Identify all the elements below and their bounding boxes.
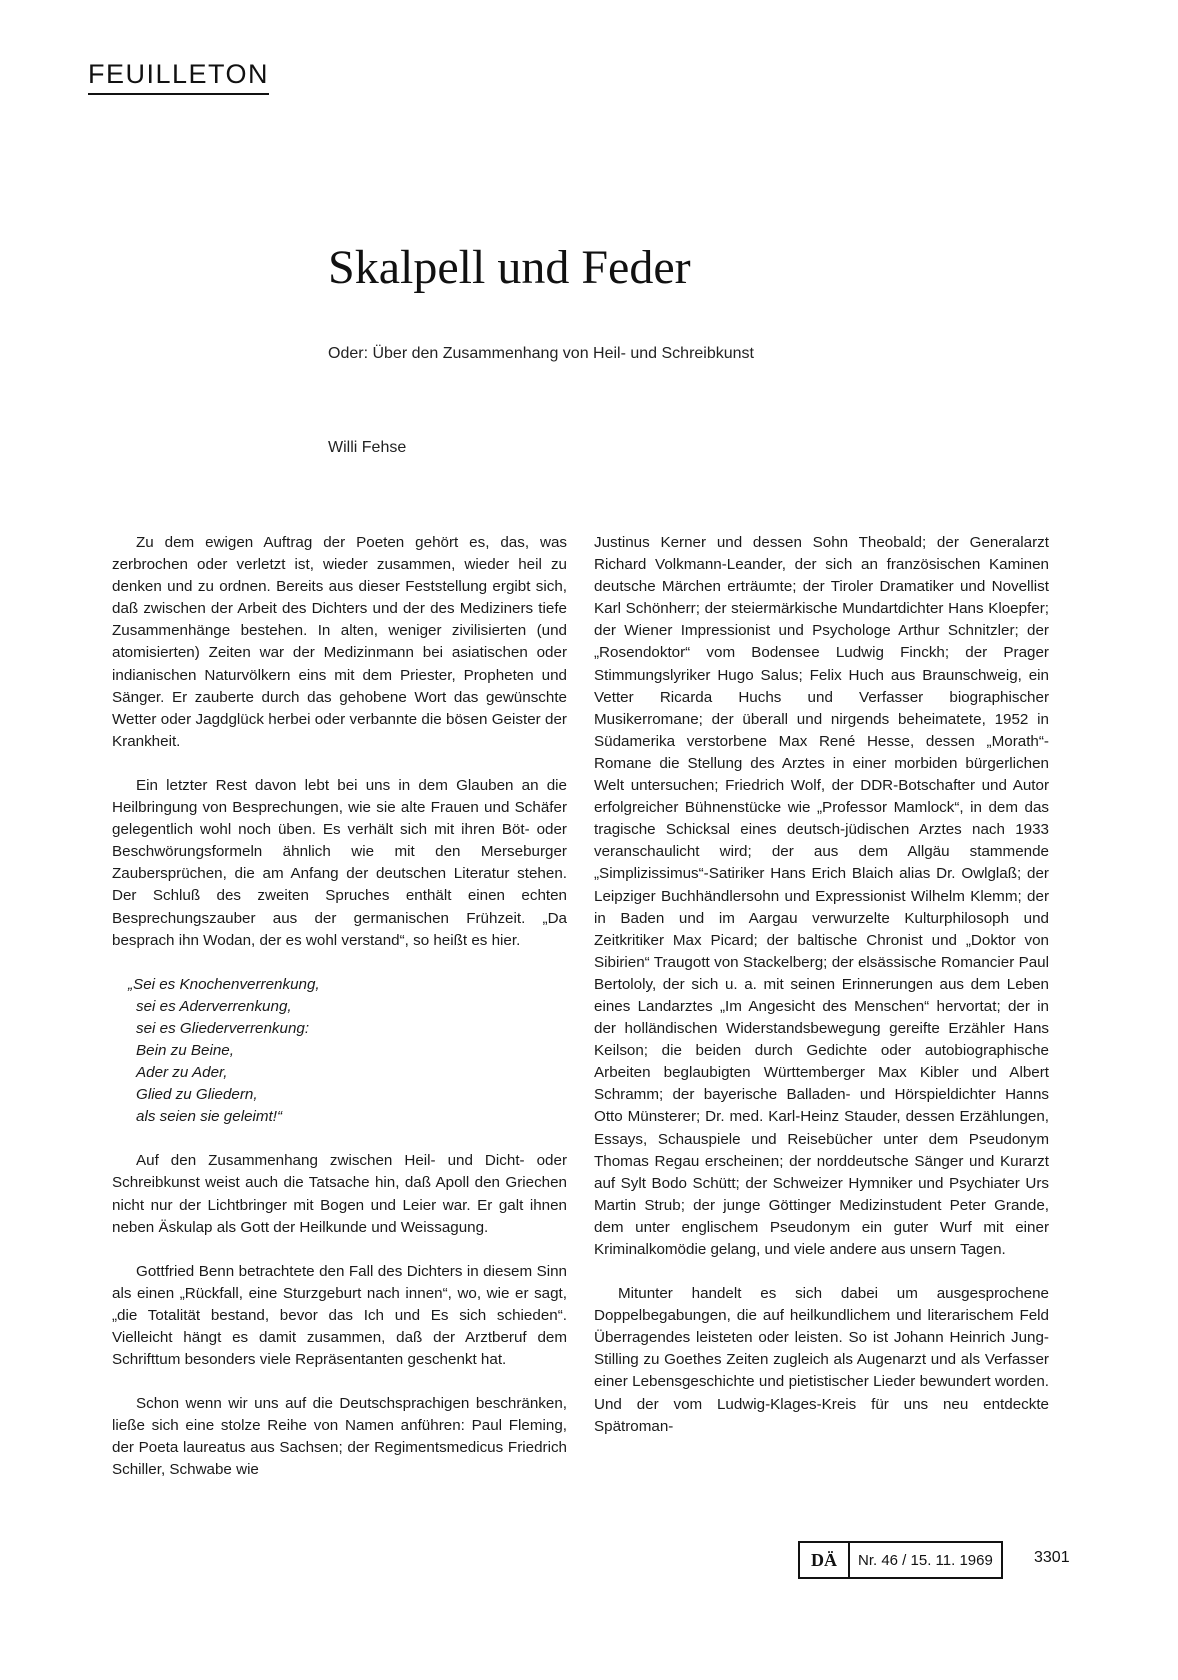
- left-column: [112, 532, 567, 1504]
- poem-quote: [112, 974, 567, 1129]
- journal-logo: DÄ: [800, 1543, 850, 1577]
- poem-line: sei es Aderverrenkung,: [136, 997, 292, 1015]
- poem-line: sei es Gliederverrenkung:: [136, 1019, 310, 1037]
- journal-issue-box: [798, 1541, 1003, 1579]
- right-column: [594, 532, 1049, 1460]
- poem-line: Ader zu Ader,: [136, 1064, 228, 1082]
- poem-line: Bein zu Beine,: [136, 1041, 234, 1059]
- poem-line: „Sei es Knochenverrenkung,: [128, 975, 320, 993]
- paragraph: Gottfried Benn betrachtete den Fall des Dichters in diesem Sinn als einen „Rückfall, eine Sturzgeburt nach innen“, wo, wie er sagt, „die Totalität bestand, bevor das Ich und Es sich schieden“. Vielleicht hängt es damit zusammen, daß der Arztberuf dem Schrifttum besonders viele Repräsentanten geschenkt hat.: [112, 1262, 567, 1369]
- paragraph: Auf den Zusammenhang zwischen Heil- und Dicht- oder Schreibkunst weist auch die Tatsache hin, daß Apoll den Griechen nicht nur der Lichtbringer mit Bogen und Leier war. Er galt ihnen neben Äskulap als Gott der Heilkunde und Weissagung.: [112, 1152, 567, 1236]
- article-title: Skalpell und Feder: [328, 241, 691, 294]
- paragraph: Schon wenn wir uns auf die Deutschsprachigen beschränken, ließe sich eine stolze Reihe von Namen anführen: Paul Fleming, der Poeta laureatus aus Sachsen; der Regimentsmedicus Friedrich Schiller, Schwabe wie: [112, 1395, 567, 1479]
- paragraph: Ein letzter Rest davon lebt bei uns in dem Glauben an die Heilbringung von Besprechungen, wie sie alte Frauen und Schäfer gelegentlich wohl noch üben. Es verhält sich mit ihren Böt- oder Beschwörungsformeln ähnlich wie mit den Merseburger Zaubersprüchen, die am Anfang der deutschen Literatur stehen. Der Schluß des zweiten Spruches enthält einen echten Besprechungszauber aus der germanischen Frühzeit. „Da besprach ihn Wodan, der es wohl verstand“, so heißt es hier.: [112, 776, 567, 949]
- article-subtitle: Oder: Über den Zusammenhang von Heil- und Schreibkunst: [328, 345, 754, 362]
- paragraph: Mitunter handelt es sich dabei um ausgesprochene Doppelbegabungen, die auf heilkundlichem und literarischem Feld Überragendes leisteten oder leisten. So ist Johann Heinrich Jung-Stilling zu Goethes Zeiten zugleich als Augenarzt und als Verfasser einer Lebensgeschichte und pietistischer Lieder bewundert worden. Und der vom Ludwig-Klages-Kreis für uns neu entdeckte Spätroman-: [594, 1285, 1049, 1435]
- page-number: 3301: [1034, 1549, 1070, 1566]
- section-label: FEUILLETON: [88, 60, 269, 95]
- issue-info: Nr. 46 / 15. 11. 1969: [858, 1551, 993, 1569]
- article-author: Willi Fehse: [328, 439, 407, 456]
- paragraph: Justinus Kerner und dessen Sohn Theobald; der Generalarzt Richard Volkmann-Leander, der sich an französischen Kaminen deutsche Märchen erträumte; der Tiroler Dramatiker und Novellist Karl Schönherr; der steiermärkische Mundartdichter Hans Kloepfer; der Wiener Impressionist und Psychologe Arthur Schnitzler; der „Rosendoktor“ vom Bodensee Ludwig Finckh; der Prager Stimmungslyriker Hugo Salus; Felix Huch aus Braunschweig, ein Vetter Ricarda Huchs und Verfasser biographischer Musikerromane; der überall und nirgends beheimatete, 1952 in Südamerika verstorbene Max René Hesse, dessen „Morath“-Romane die Stellung des Arztes in einer morbiden bürgerlichen Welt untersuchen; Friedrich Wolf, der DDR-Botschafter und Autor erfolgreicher Bühnenstücke wie „Professor Mamlock“, in dem das tragische Schicksal eines deutsch-jüdischen Arztes nach 1933 veranschaulicht wird; der aus dem Allgäu stammende „Simplizissimus“-Satiriker Hans Erich Blaich alias Dr. Owlglaß; der Leipziger Buchhändlersohn und Expressionist Wilhelm Klemm; der in Baden und im Aargau verwurzelte Kulturphilosoph und Zeitkritiker Max Picard; der baltische Chronist und „Doktor von Sibirien“ Traugott von Stackelberg; der elsässische Romancier Paul Bertololy, der sich u. a. mit seinen Erinnerungen aus dem Leben eines Landarztes „Im Angesicht des Menschen“ hervortat; der in der holländischen Widerstandsbewegung gereifte Erzähler Hans Keilson; die beiden durch Gedichte oder autobiographische Arbeiten beglaubigten Württemberger Max Kibler und Albert Schramm; der bayerische Balladen- und Hörspieldichter Hanns Otto Münsterer; Dr. med. Karl-Heinz Stauder, dessen Erzählungen, Essays, Schauspiele und Reisebücher unter dem Pseudonym Thomas Regau erscheinen; der norddeutsche Sänger und Kurarzt auf Sylt Bodo Schütt; der Schweizer Hymniker und Psychiater Urs Martin Strub; der junge Göttinger Medizinstudent Peter Grande, dem unter englischem Pseudonym ein guter Wurf mit einer Kriminalkomödie gelang, und viele andere aus unsern Tagen.: [594, 534, 1049, 1258]
- paragraph: Zu dem ewigen Auftrag der Poeten gehört es, das, was zerbrochen oder verletzt ist, wieder zusammen, wieder heil zu denken und zu ordnen. Bereits aus dieser Feststellung ergibt sich, daß zwischen der Arbeit des Dichters und der des Mediziners tiefe Zusammenhänge bestehen. In alten, weniger zivilisierten (und atomisierten) Zeiten war der Medizinmann bei asiatischen oder indianischen Naturvölkern eins mit dem Priester, Propheten und Sänger. Er zauberte durch das gehobene Wort das gewünschte Wetter oder Jagdglück herbei oder verbannte die bösen Geister der Krankheit.: [112, 534, 567, 750]
- poem-line: als seien sie geleimt!“: [136, 1108, 283, 1126]
- poem-line: Glied zu Gliedern,: [136, 1086, 258, 1104]
